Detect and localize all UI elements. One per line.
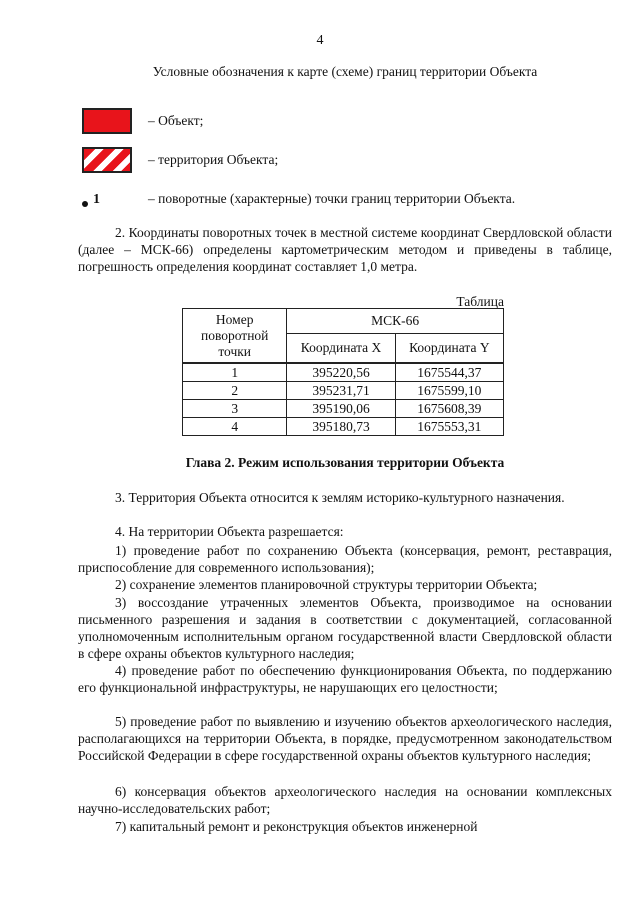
point-symbol-number: 1 bbox=[93, 192, 100, 207]
cell-x: 395231,71 bbox=[287, 382, 395, 400]
table-row bbox=[183, 382, 504, 400]
legend-territory-label: – территория Объекта; bbox=[148, 152, 279, 167]
list-item-5: 5) проведение работ по выявлению и изучению объектов археологического наследия, располагающихся на территории Объекта, в порядке, предусмотренном законодательством Российской Федерации в сфере государственной охраны объектов культурного наследия; bbox=[78, 714, 612, 763]
table-row bbox=[183, 400, 504, 418]
header-coordinate-x: Координата X bbox=[287, 334, 395, 364]
legend-territory-row bbox=[82, 147, 622, 173]
cell-y: 1675553,31 bbox=[395, 418, 503, 436]
coordinates-table bbox=[182, 308, 504, 436]
table-label: Таблица bbox=[456, 294, 504, 309]
cell-number: 4 bbox=[183, 418, 287, 436]
cell-number: 3 bbox=[183, 400, 287, 418]
legend-points-label: – поворотные (характерные) точки границ территории Объекта. bbox=[148, 191, 516, 206]
cell-y: 1675599,10 bbox=[395, 382, 503, 400]
object-symbol-icon bbox=[82, 108, 132, 134]
cell-number: 2 bbox=[183, 382, 287, 400]
header-coordinate-system: МСК-66 bbox=[287, 309, 504, 334]
legend-points-row bbox=[82, 186, 622, 212]
legend-object-row bbox=[82, 108, 622, 134]
table-row bbox=[183, 418, 504, 436]
cell-x: 395180,73 bbox=[287, 418, 395, 436]
page-number: 4 bbox=[316, 33, 324, 48]
cell-number: 1 bbox=[183, 363, 287, 382]
cell-y: 1675608,39 bbox=[395, 400, 503, 418]
list-item-1: 1) проведение работ по сохранению Объекта (консервация, ремонт, реставрация, приспособление для современного использования); bbox=[78, 543, 612, 575]
table-row bbox=[183, 363, 504, 382]
header-point-number: Номер поворотной точки bbox=[183, 309, 287, 364]
point-symbol-icon bbox=[82, 186, 132, 212]
cell-x: 395220,56 bbox=[287, 363, 395, 382]
paragraph-4: 4. На территории Объекта разрешается: bbox=[115, 524, 344, 539]
paragraph-3: 3. Территория Объекта относится к землям историко-культурного назначения. bbox=[115, 490, 565, 505]
list-item-3: 3) воссоздание утраченных элементов Объекта, производимое на основании письменного разрешения и задания в соответствии с документацией, согласованной уполномоченным исполнительным органом государственной власти Свердловской области в сфере охраны объектов культурного наследия; bbox=[78, 595, 612, 661]
legend-object-label: – Объект; bbox=[148, 113, 204, 128]
paragraph-2: 2. Координаты поворотных точек в местной системе координат Свердловской области (далее – МСК-66) определены картометрическим методом и приведены в таблице, погрешность определения координат составляет 1,0 метра. bbox=[78, 225, 612, 274]
legend-caption: Условные обозначения к карте (схеме) границ территории Объекта bbox=[152, 64, 538, 79]
header-coordinate-y: Координата Y bbox=[395, 334, 503, 364]
list-item-7: 7) капитальный ремонт и реконструкция объектов инженерной bbox=[115, 819, 478, 834]
cell-y: 1675544,37 bbox=[395, 363, 503, 382]
cell-x: 395190,06 bbox=[287, 400, 395, 418]
list-item-4: 4) проведение работ по обеспечению функционирования Объекта, по поддержанию его функциональной инфраструктуры, не нарушающих его целостности; bbox=[78, 663, 612, 695]
list-item-6: 6) консервация объектов археологического наследия на основании комплексных научно-исследовательских работ; bbox=[78, 784, 612, 816]
list-item-2: 2) сохранение элементов планировочной структуры территории Объекта; bbox=[115, 577, 538, 592]
territory-hatch-symbol-icon bbox=[82, 147, 132, 173]
chapter-title: Глава 2. Режим использования территории Объекта bbox=[185, 455, 505, 470]
